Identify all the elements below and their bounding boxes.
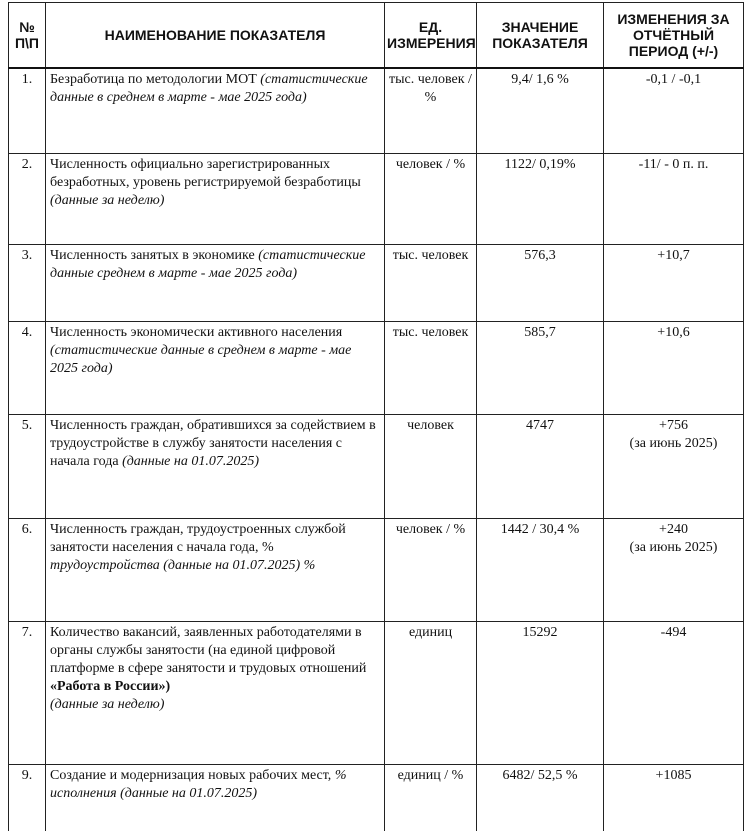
row-note: % исполнения (данные на 01.07.2025) [50, 767, 347, 801]
row-unit: человек [385, 414, 477, 518]
row-unit: человек / % [385, 518, 477, 621]
table-row [9, 764, 744, 831]
row-name: Численность граждан, обратившихся за содействием в трудоустройстве в службу занятости населения с начала года [50, 417, 376, 469]
header-value: ЗНАЧЕНИЕ ПОКАЗАТЕЛЯ [477, 3, 604, 69]
row-change: +756 [659, 417, 688, 433]
table-row [9, 244, 744, 321]
row-note: (данные за неделю) [50, 192, 165, 208]
row-value: 1442 / 30,4 % [477, 518, 604, 621]
table-row [9, 621, 744, 764]
header-name: НАИМЕНОВАНИЕ ПОКАЗАТЕЛЯ [46, 3, 385, 69]
row-value: 9,4/ 1,6 % [477, 68, 604, 153]
row-num: 1. [9, 68, 46, 153]
row-unit: тыс. человек [385, 244, 477, 321]
header-unit: ЕД. ИЗМЕРЕНИЯ [385, 3, 477, 69]
row-num: 6. [9, 518, 46, 621]
row-name-emphasis: «Работа в России») [50, 678, 171, 694]
row-value: 4747 [477, 414, 604, 518]
table-row [9, 321, 744, 414]
row-note: (статистические данные среднем в марте - мае 2025 года) [50, 247, 366, 281]
row-change: -494 [604, 621, 744, 764]
table-row [9, 153, 744, 244]
row-name: Безработица по методологии МОТ [50, 72, 257, 87]
row-name-cell [46, 414, 385, 518]
row-name-cell [46, 518, 385, 621]
row-change-note: (за июнь 2025) [629, 435, 718, 451]
row-note: трудоустройства (данные на 01.07.2025) % [50, 557, 316, 573]
row-num: 5. [9, 414, 46, 518]
table-row [9, 68, 744, 153]
row-num: 3. [9, 244, 46, 321]
row-value: 15292 [477, 621, 604, 764]
table-row [9, 518, 744, 621]
row-note: (данные на 01.07.2025) [122, 453, 259, 469]
table-row [9, 414, 744, 518]
row-change: +10,7 [604, 244, 744, 321]
row-name-cell [46, 764, 385, 831]
row-name: Численность граждан, трудоустроенных службой занятости населения с начала года, % [50, 521, 346, 555]
row-note: (статистические данные в среднем в марте - мае 2025 года) [50, 342, 352, 376]
row-unit: тыс. человек [385, 321, 477, 414]
row-change: +240 [659, 521, 688, 537]
row-unit: человек / % [385, 153, 477, 244]
row-value: 6482/ 52,5 % [477, 764, 604, 831]
row-change: -11/ - 0 п. п. [604, 153, 744, 244]
row-name: Создание и модернизация новых рабочих мест, [50, 767, 332, 783]
row-value: 576,3 [477, 244, 604, 321]
row-name: Численность экономически активного населения [50, 324, 343, 340]
row-name-cell [46, 68, 385, 153]
row-note: (статистические данные в среднем в марте - мае 2025 года) [50, 72, 368, 105]
row-unit: тыс. человек / % [385, 68, 477, 153]
row-value: 1122/ 0,19% [477, 153, 604, 244]
indicators-table [8, 2, 744, 831]
row-change: +10,6 [604, 321, 744, 414]
row-change-cell [604, 518, 744, 621]
row-name: Численность занятых в экономике [50, 247, 255, 263]
row-unit: единиц / % [385, 764, 477, 831]
row-name-cell [46, 153, 385, 244]
row-name-cell [46, 244, 385, 321]
row-name-cell [46, 621, 385, 764]
header-num: № П\П [9, 3, 46, 69]
row-change: -0,1 / -0,1 [604, 68, 744, 153]
row-num: 9. [9, 764, 46, 831]
row-num: 2. [9, 153, 46, 244]
row-num: 4. [9, 321, 46, 414]
row-unit: единиц [385, 621, 477, 764]
row-note: (данные за неделю) [50, 696, 165, 712]
header-change: ИЗМЕНЕНИЯ ЗА ОТЧЁТНЫЙ ПЕРИОД (+/-) [604, 3, 744, 69]
row-change: +1085 [604, 764, 744, 831]
table-header-row [9, 3, 744, 69]
row-name-cell [46, 321, 385, 414]
row-change-cell [604, 414, 744, 518]
row-change-note: (за июнь 2025) [629, 539, 718, 555]
row-name: Численность официально зарегистрированных безработных, уровень регистрируемой безработицы [50, 156, 361, 190]
row-name: Количество вакансий, заявленных работодателями в органы службы занятости (на единой цифровой платформе в сфере занятости и трудовых отношений [50, 624, 367, 676]
row-num: 7. [9, 621, 46, 764]
row-value: 585,7 [477, 321, 604, 414]
